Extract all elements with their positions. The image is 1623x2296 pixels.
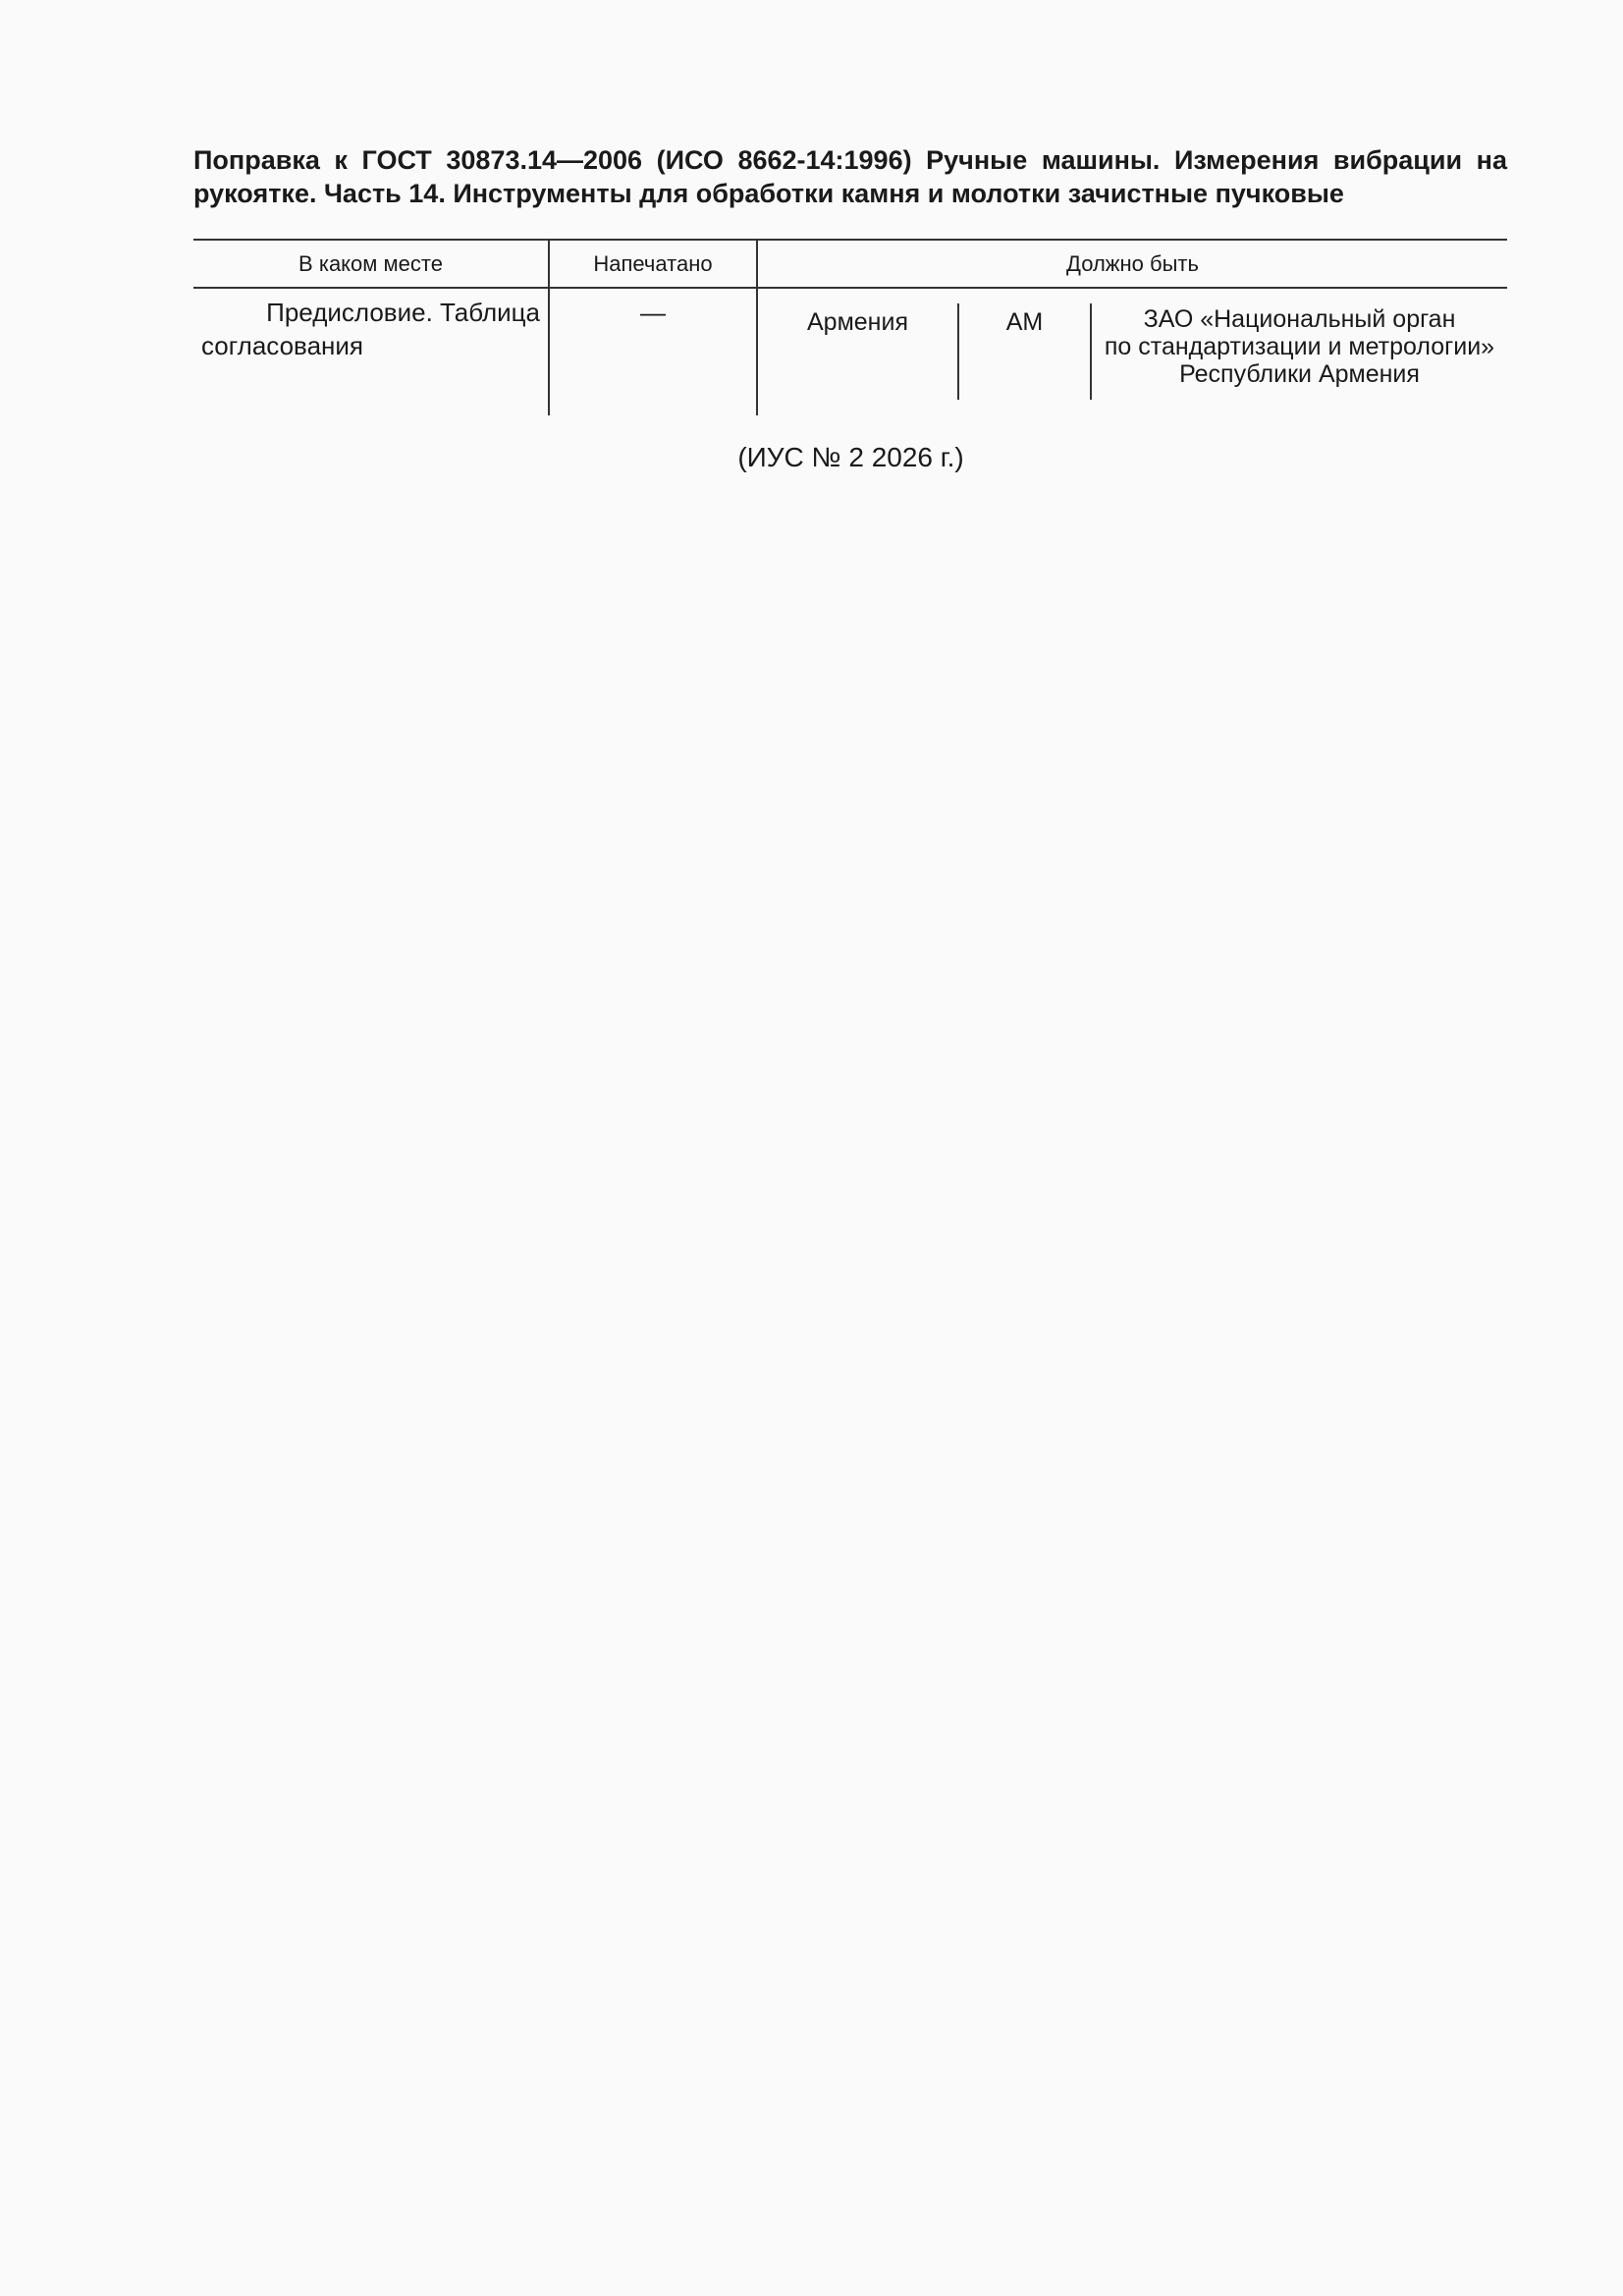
cell-organ-line-2: по стандартизации и метрологии» <box>1104 333 1495 360</box>
header-should-be: Должно быть <box>1066 251 1199 276</box>
title-line-2: рукоятке. Часть 14. Инструменты для обработки камня и молотки зачистные пучковые <box>193 179 1344 208</box>
cell-organ-line-3: Республики Армения <box>1179 360 1420 388</box>
amendment-table <box>193 239 1507 415</box>
cell-printed: — <box>640 298 666 327</box>
document-title <box>193 143 1507 210</box>
header-where: В каком месте <box>298 251 443 276</box>
cell-country: Армения <box>807 308 908 336</box>
cell-where <box>201 296 540 362</box>
cell-code: AM <box>1005 308 1044 336</box>
title-line-1: Поправка к ГОСТ 30873.14—2006 (ИСО 8662-14:1996) Ручные машины. Измерения вибрации на <box>193 145 1507 175</box>
cell-organ <box>1092 305 1507 388</box>
header-printed: Напечатано <box>593 251 713 276</box>
cell-organ-line-1: ЗАО «Национальный орган <box>1143 305 1456 333</box>
publication-reference: (ИУС № 2 2026 г.) <box>737 442 964 472</box>
cell-where-line-1: Предисловие. Таблица <box>266 298 540 327</box>
cell-where-line-2: согласования <box>201 331 363 360</box>
